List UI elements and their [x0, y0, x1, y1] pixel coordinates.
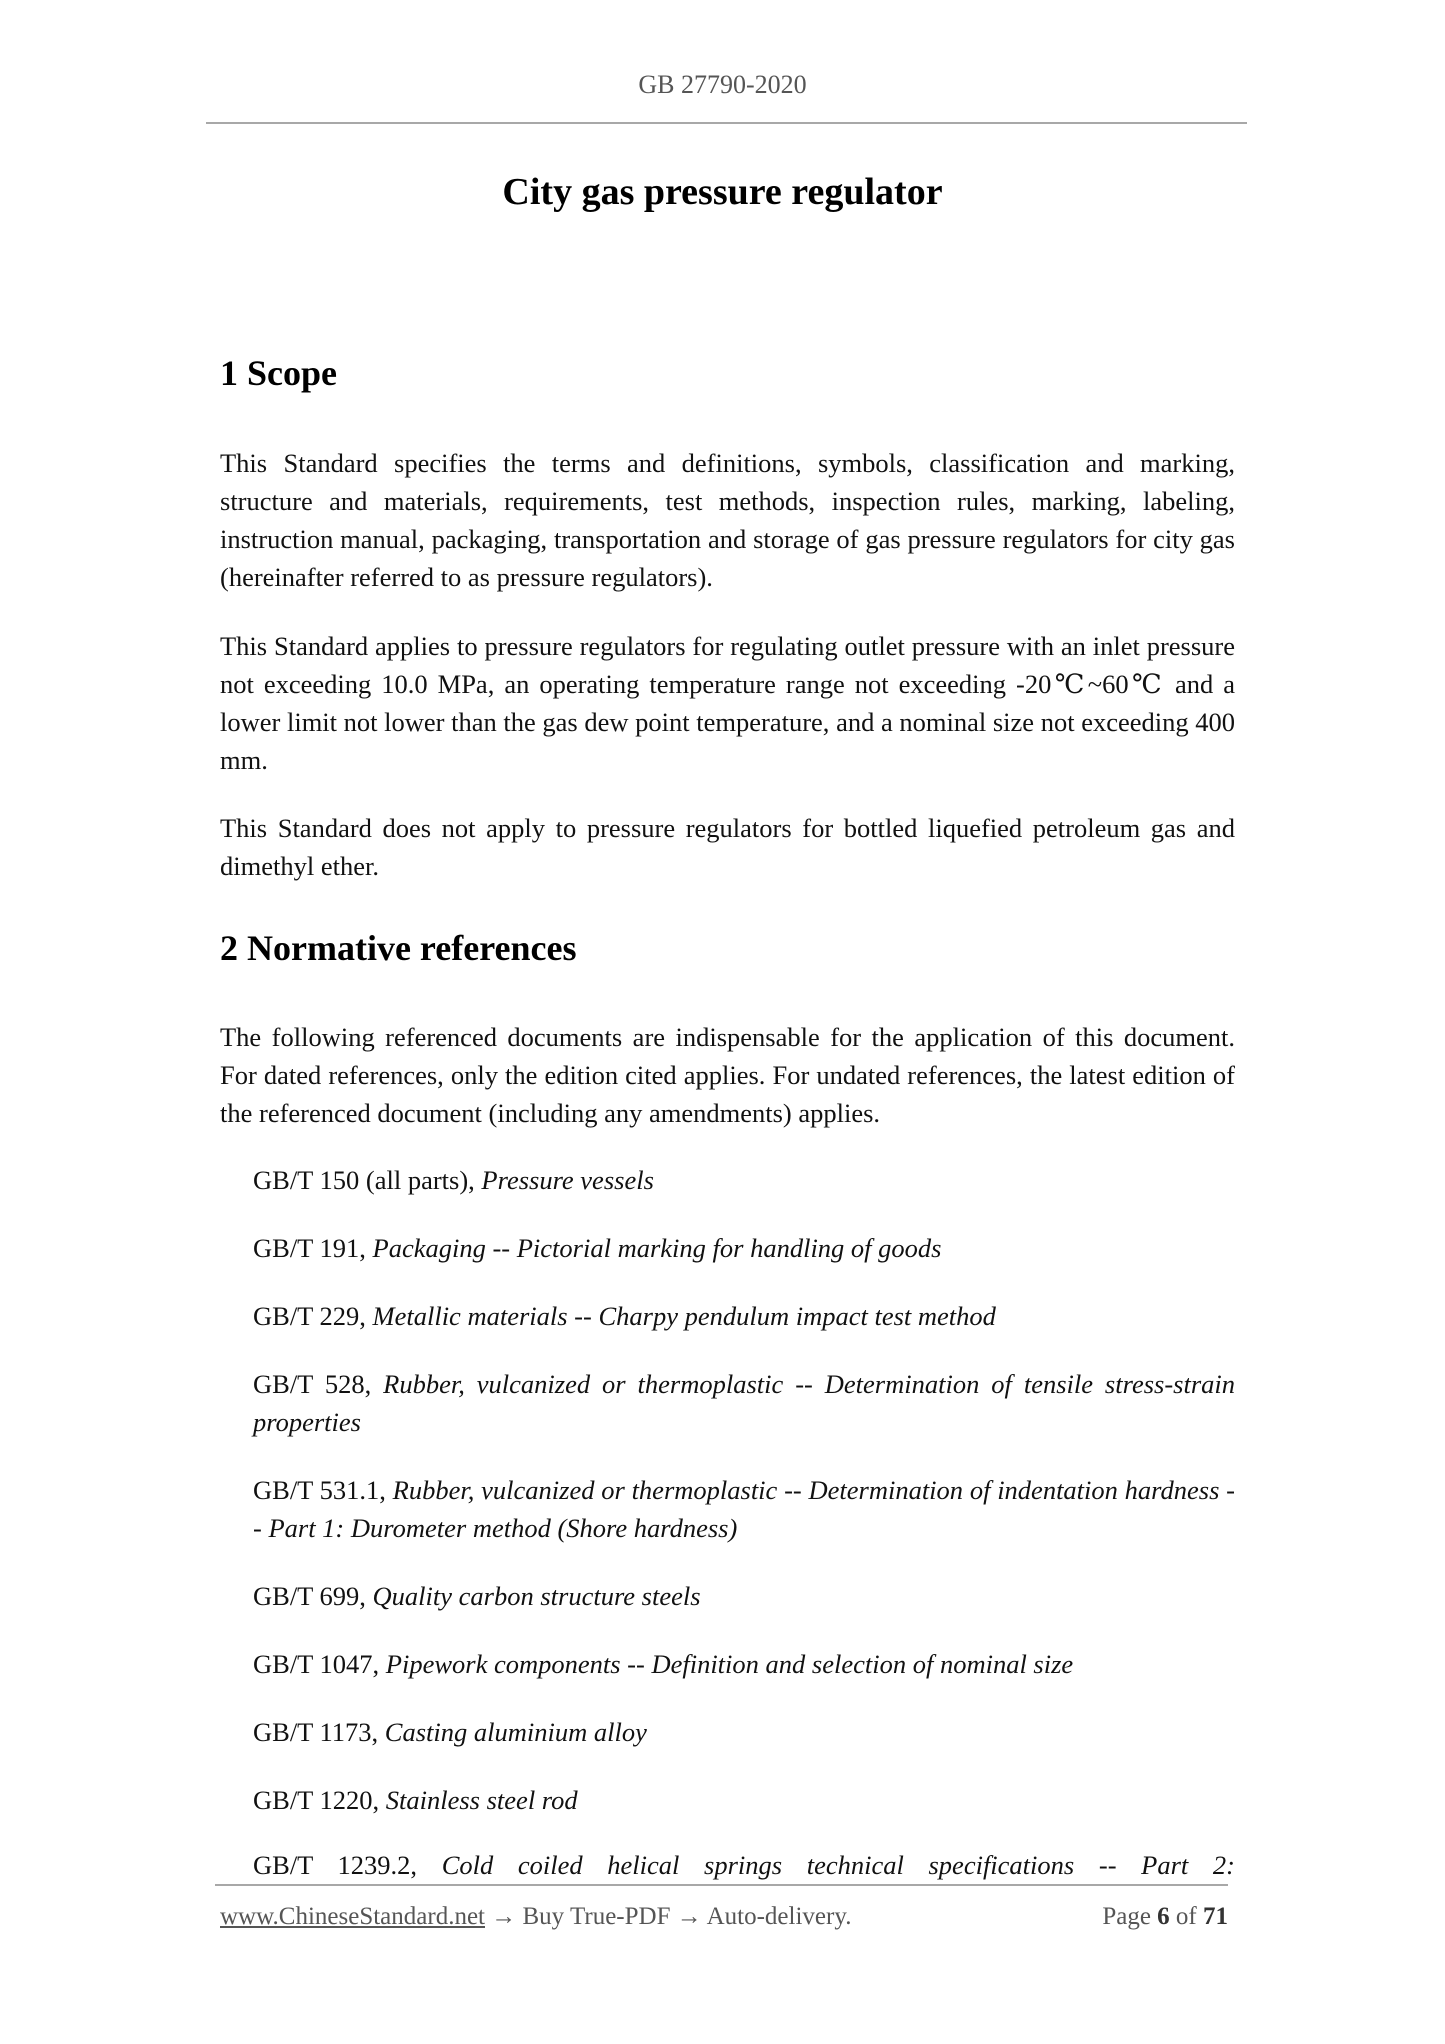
- total-pages: 71: [1203, 1903, 1228, 1930]
- scope-paragraph-2: This Standard applies to pressure regulators for regulating outlet pressure with an inlet pressure not exceeding 10.0 MPa, an operating temperature range not exceeding -20℃~60℃ and a lower limit not lower than the gas dew point temperature, and a nominal size not exceeding 400 mm.: [220, 631, 1235, 775]
- reference-item: GB/T 531.1, Rubber, vulcanized or thermoplastic -- Determination of indentation hardness -- Part 1: Durometer method (Shore hardness): [253, 1475, 1235, 1543]
- normative-references-intro: The following referenced documents are indispensable for the application of this document. For dated references, only the edition cited applies. For undated references, the latest edition of the referenced document (including any amendments) applies.: [220, 1022, 1235, 1128]
- reference-item: GB/T 528, Rubber, vulcanized or thermoplastic -- Determination of tensile stress-strain properties: [253, 1369, 1236, 1437]
- reference-item: GB/T 1173, Casting aluminium alloy: [253, 1717, 647, 1747]
- document-title: City gas pressure regulator: [502, 171, 943, 213]
- page-footer: [220, 1903, 1228, 1931]
- reference-item: GB/T 1220, Stainless steel rod: [253, 1785, 578, 1815]
- scope-paragraph-1: This Standard specifies the terms and definitions, symbols, classification and marking, structure and materials, requirements, test methods, inspection rules, marking, labeling, instruction manual, packaging, transportation and storage of gas pressure regulators for city gas (hereinafter referred to as pressure regulators).: [220, 448, 1235, 592]
- footer-promo: [220, 1903, 851, 1931]
- reference-item: GB/T 191, Packaging -- Pictorial marking for handling of goods: [253, 1233, 942, 1263]
- current-page: 6: [1157, 1903, 1170, 1930]
- footer-promo-text: → Buy True-PDF → Auto-delivery.: [485, 1903, 852, 1930]
- chinesestandard-link[interactable]: www.ChineseStandard.net: [220, 1903, 485, 1930]
- footer-divider: [215, 1884, 1228, 1886]
- section-heading-normative-references: 2 Normative references: [220, 928, 577, 968]
- reference-item: GB/T 1047, Pipework components -- Definition and selection of nominal size: [253, 1649, 1074, 1679]
- header-divider: [206, 122, 1247, 124]
- reference-item: GB/T 699, Quality carbon structure steels: [253, 1581, 701, 1611]
- reference-item: GB/T 229, Metallic materials -- Charpy pendulum impact test method: [253, 1301, 996, 1331]
- scope-paragraph-3: This Standard does not apply to pressure regulators for bottled liquefied petroleum gas and dimethyl ether.: [220, 813, 1235, 881]
- running-header-doc-id: GB 27790-2020: [638, 70, 807, 99]
- page-indicator: Page 6 of 71: [1102, 1903, 1228, 1930]
- reference-item: GB/T 150 (all parts), Pressure vessels: [253, 1165, 654, 1195]
- reference-item: GB/T 1239.2, Cold coiled helical springs technical specifications -- Part 2:: [253, 1850, 1235, 1880]
- section-heading-scope: 1 Scope: [220, 353, 337, 393]
